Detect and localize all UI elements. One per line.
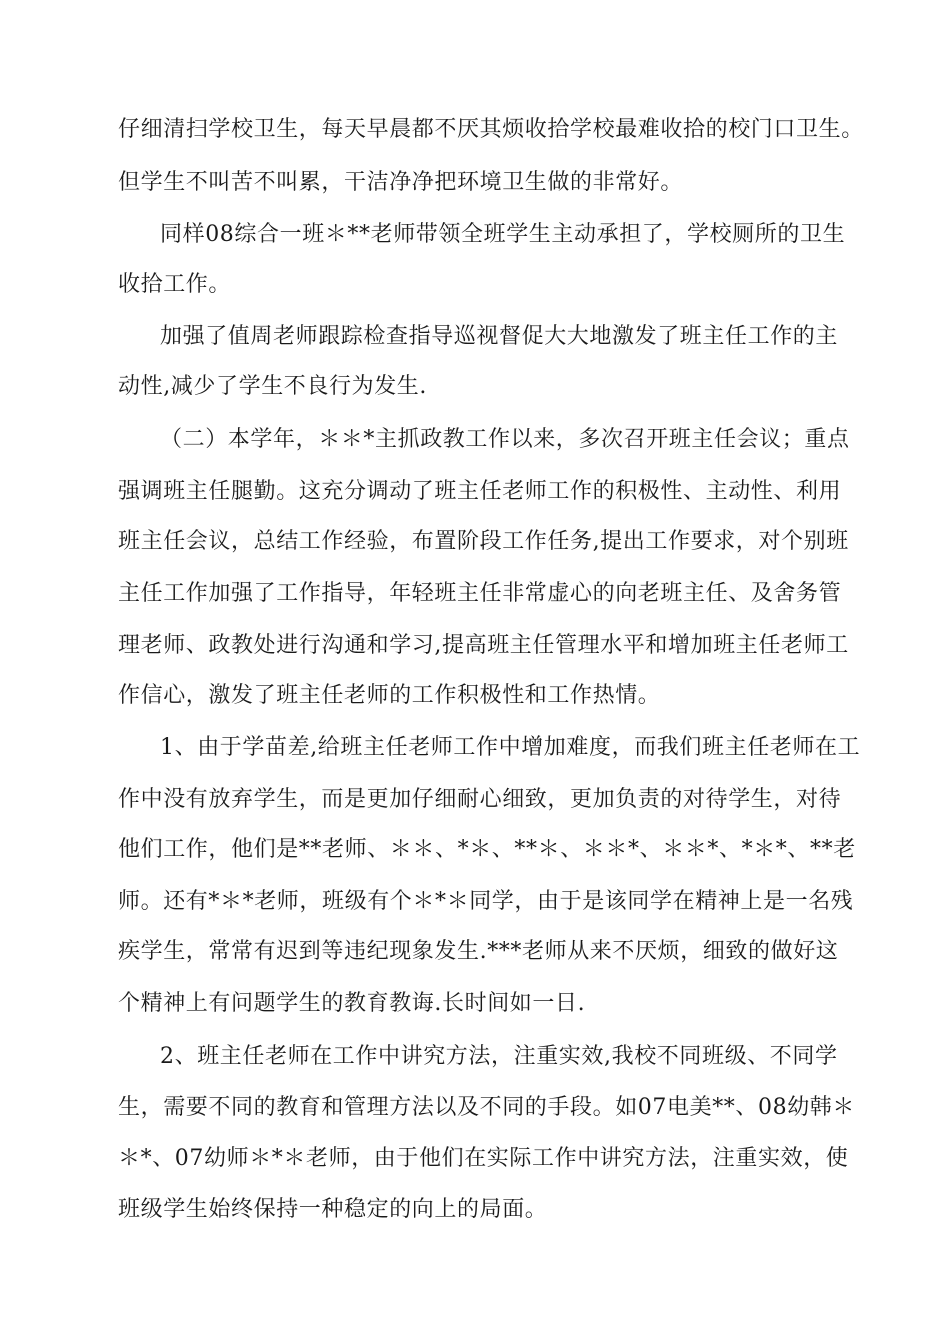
text-line-13: 1、由于学苗差,给班主任老师工作中增加难度，而我们班主任老师在工 [160,735,861,760]
text-line-7: （二）本学年，＊＊*主抓政教工作以来，多次召开班主任会议；重点 [160,427,850,452]
text-line-14: 作中没有放弃学生，而是更加仔细耐心细致，更加负责的对待学生，对待 [118,787,842,812]
text-line-6: 动性,减少了学生不良行为发生. [118,374,427,399]
text-line-21: ＊*、07幼师＊*＊老师，由于他们在实际工作中讲究方法，注重实效，使 [118,1146,849,1171]
text-line-22: 班级学生始终保持一种稳定的向上的局面。 [118,1197,548,1222]
text-line-5: 加强了值周老师跟踪检查指导巡视督促大大地激发了班主任工作的主 [160,324,839,349]
text-line-15: 他们工作，他们是**老师、＊＊、*＊、**＊、＊＊*、＊＊*、*＊*、**老 [118,837,856,862]
text-line-19: 2、班主任老师在工作中讲究方法，注重实效,我校不同班级、不同学 [160,1044,838,1069]
text-line-8: 强调班主任腿勤。这充分调动了班主任老师工作的积极性、主动性、利用 [118,479,842,504]
text-line-20: 生，需要不同的教育和管理方法以及不同的手段。如07电美**、08幼韩＊ [118,1095,855,1120]
text-line-4: 收拾工作。 [118,272,232,297]
text-line-10: 主任工作加强了工作指导，年轻班主任非常虚心的向老班主任、及舍务管 [118,581,842,606]
text-line-12: 作信心，激发了班主任老师的工作积极性和工作热情。 [118,683,661,708]
text-line-11: 理老师、政教处进行沟通和学习,提高班主任管理水平和增加班主任老师工 [118,633,849,658]
text-line-18: 个精神上有问题学生的教育教诲.长时间如一日. [118,991,586,1016]
text-line-3: 同样08综合一班＊**老师带领全班学生主动承担了，学校厕所的卫生 [160,222,846,247]
text-line-16: 师。还有*＊*老师，班级有个＊*＊同学，由于是该同学在精神上是一名残 [118,889,854,914]
text-line-9: 班主任会议，总结工作经验，布置阶段工作任务,提出工作要求，对个别班 [118,529,849,554]
text-line-2: 但学生不叫苦不叫累，干洁净净把环境卫生做的非常好。 [118,170,684,195]
text-line-17: 疾学生，常常有迟到等违纪现象发生.***老师从来不厌烦，细致的做好这 [118,939,839,964]
text-line-1: 仔细清扫学校卫生，每天早晨都不厌其烦收拾学校最难收拾的校门口卫生。 [118,117,864,142]
